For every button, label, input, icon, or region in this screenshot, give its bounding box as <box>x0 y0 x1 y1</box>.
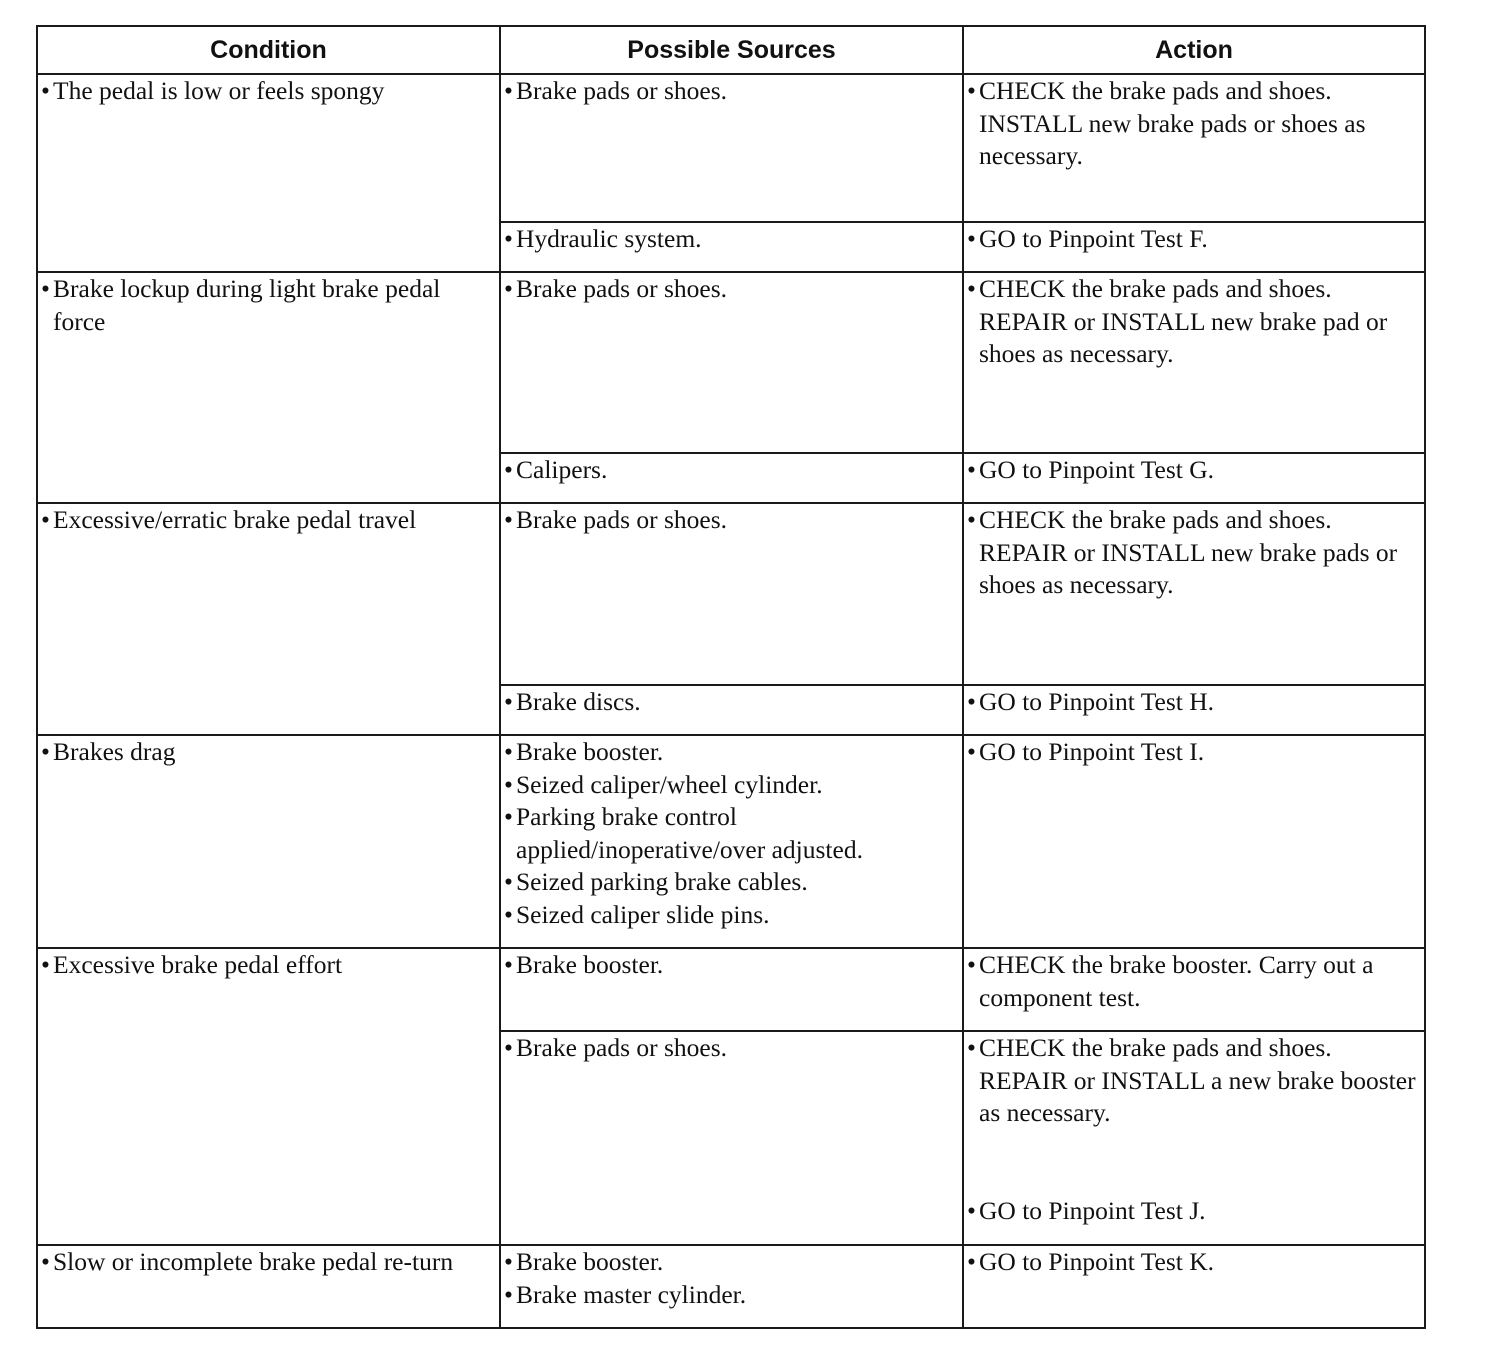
table-row <box>37 272 1425 453</box>
source-item: • Parking brake control applied/inoperative/over adjusted. <box>501 801 962 866</box>
header-condition: Condition <box>37 26 500 74</box>
action-item: • CHECK the brake pads and shoes. REPAIR or INSTALL a new brake booster as necessary. <box>964 1032 1424 1130</box>
action-cell <box>963 503 1425 685</box>
table-row <box>37 74 1425 222</box>
source-item: • Brake booster. <box>501 949 962 982</box>
condition-text: • Excessive brake pedal effort <box>38 949 499 982</box>
diagnosis-table <box>36 25 1426 1329</box>
source-cell <box>500 74 963 222</box>
source-cell <box>500 453 963 503</box>
action-cell <box>963 222 1425 272</box>
action-cell <box>963 1245 1425 1328</box>
source-cell <box>500 685 963 735</box>
action-item: • GO to Pinpoint Test K. <box>964 1246 1424 1279</box>
source-item: • Brake pads or shoes. <box>501 75 962 108</box>
condition-text: • Brake lockup during light brake pedal force <box>38 273 499 338</box>
condition-text: • Slow or incomplete brake pedal re-turn <box>38 1246 499 1279</box>
source-item: • Calipers. <box>501 454 962 487</box>
action-cell <box>963 74 1425 222</box>
condition-text: • Excessive/erratic brake pedal travel <box>38 504 499 537</box>
action-item: • CHECK the brake pads and shoes. INSTALL new brake pads or shoes as necessary. <box>964 75 1424 173</box>
action-cell <box>963 948 1425 1031</box>
action-cell <box>963 453 1425 503</box>
condition-cell <box>37 74 500 272</box>
table-row <box>37 948 1425 1031</box>
action-cell <box>963 735 1425 948</box>
action-item: • GO to Pinpoint Test G. <box>964 454 1424 487</box>
source-item: • Brake master cylinder. <box>501 1279 962 1312</box>
source-item: • Seized caliper slide pins. <box>501 899 962 932</box>
source-item: • Seized parking brake cables. <box>501 866 962 899</box>
header-possible-sources: Possible Sources <box>500 26 963 74</box>
table-row <box>37 503 1425 685</box>
source-cell <box>500 948 963 1031</box>
action-item: • GO to Pinpoint Test J. <box>964 1195 1424 1228</box>
action-cell <box>963 685 1425 735</box>
condition-cell <box>37 735 500 948</box>
source-cell <box>500 503 963 685</box>
condition-cell <box>37 948 500 1245</box>
source-item: • Hydraulic system. <box>501 223 962 256</box>
condition-cell <box>37 272 500 503</box>
table-row <box>37 735 1425 948</box>
source-item: • Brake booster. <box>501 736 962 769</box>
header-action: Action <box>963 26 1425 74</box>
condition-cell <box>37 503 500 735</box>
action-cell <box>963 272 1425 453</box>
source-cell <box>500 1245 963 1328</box>
header-row <box>37 26 1425 74</box>
action-cell <box>963 1031 1425 1245</box>
source-item: • Seized caliper/wheel cylinder. <box>501 769 962 802</box>
source-item: • Brake pads or shoes. <box>501 273 962 306</box>
action-item: • GO to Pinpoint Test I. <box>964 736 1424 769</box>
action-item: • GO to Pinpoint Test H. <box>964 686 1424 719</box>
table-row <box>37 1245 1425 1328</box>
source-cell <box>500 1031 963 1245</box>
source-cell <box>500 222 963 272</box>
action-item: • GO to Pinpoint Test F. <box>964 223 1424 256</box>
action-item: • CHECK the brake pads and shoes. REPAIR or INSTALL new brake pads or shoes as necessary. <box>964 504 1424 602</box>
source-item: • Brake booster. <box>501 1246 962 1279</box>
action-item: • CHECK the brake pads and shoes. REPAIR or INSTALL new brake pad or shoes as necessary. <box>964 273 1424 371</box>
condition-cell <box>37 1245 500 1328</box>
source-cell <box>500 272 963 453</box>
source-cell <box>500 735 963 948</box>
source-item: • Brake pads or shoes. <box>501 1032 962 1065</box>
condition-text: • The pedal is low or feels spongy <box>38 75 499 108</box>
condition-text: • Brakes drag <box>38 736 499 769</box>
source-item: • Brake discs. <box>501 686 962 719</box>
source-item: • Brake pads or shoes. <box>501 504 962 537</box>
action-item: • CHECK the brake booster. Carry out a component test. <box>964 949 1424 1014</box>
